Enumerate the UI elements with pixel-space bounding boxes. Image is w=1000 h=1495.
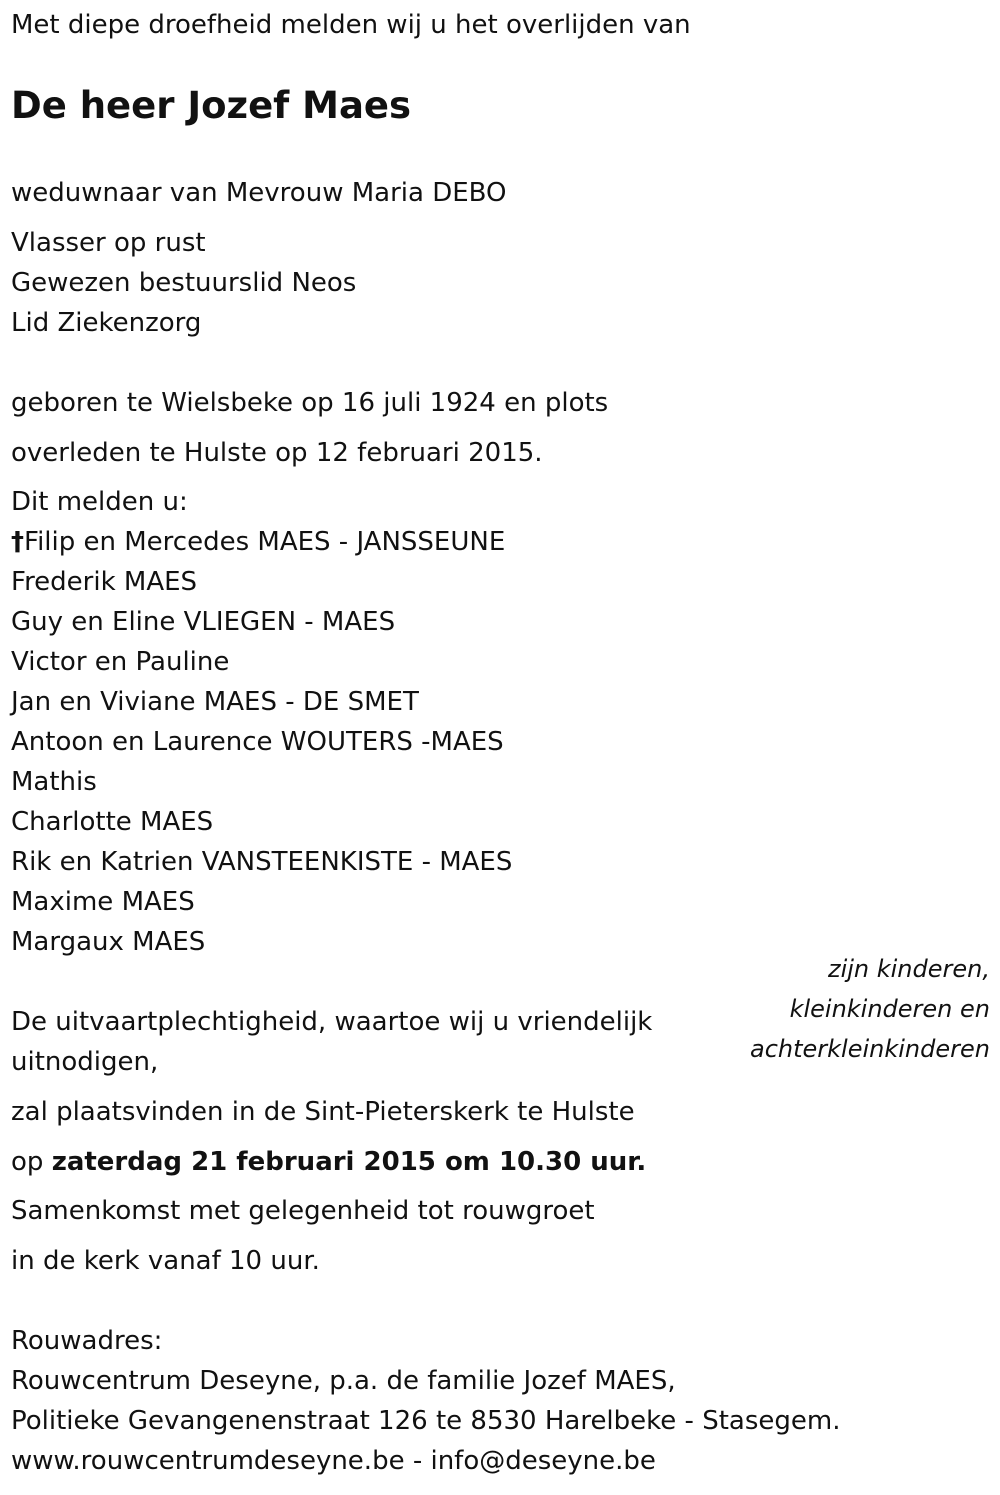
family-line: Mathis <box>11 767 97 797</box>
family-name: Filip en Mercedes MAES - JANSSEUNE <box>24 527 506 557</box>
address-label: Rouwadres: <box>11 1326 163 1356</box>
announce-text: Dit melden u: <box>11 487 188 517</box>
date-prefix: op <box>11 1147 52 1177</box>
deceased-name: De heer Jozef Maes <box>11 84 412 127</box>
died-text: overleden te Hulste op 12 februari 2015. <box>11 438 543 468</box>
relation-line: kleinkinderen en <box>789 995 990 1023</box>
relation-line: achterkleinkinderen <box>750 1035 990 1063</box>
title-line: Vlasser op rust <box>11 228 206 258</box>
family-line: Margaux MAES <box>11 927 206 957</box>
address-contact: www.rouwcentrumdeseyne.be - info@deseyne.be <box>11 1446 656 1476</box>
relations-caption <box>670 949 990 1069</box>
family-line: Frederik MAES <box>11 567 198 597</box>
family-line: Victor en Pauline <box>11 647 230 677</box>
family-line <box>11 526 505 558</box>
cross-icon: † <box>11 527 24 557</box>
family-line: Charlotte MAES <box>11 807 214 837</box>
relation-line: zijn kinderen, <box>827 955 990 983</box>
family-line: Antoon en Laurence WOUTERS -MAES <box>11 727 504 757</box>
gathering-line: in de kerk vanaf 10 uur. <box>11 1246 320 1276</box>
intro-text: Met diepe droefheid melden wij u het overlijden van <box>11 10 691 40</box>
title-line: Lid Ziekenzorg <box>11 308 202 338</box>
ceremony-date: zaterdag 21 februari 2015 om 10.30 uur. <box>51 1147 647 1177</box>
born-text: geboren te Wielsbeke op 16 juli 1924 en plots <box>11 388 609 418</box>
ceremony-date-line <box>11 1146 646 1178</box>
ceremony-place: zal plaatsvinden in de Sint-Pieterskerk te Hulste <box>11 1097 635 1127</box>
family-line: Guy en Eline VLIEGEN - MAES <box>11 607 396 637</box>
gathering-line: Samenkomst met gelegenheid tot rouwgroet <box>11 1196 595 1226</box>
title-line: Gewezen bestuurslid Neos <box>11 268 357 298</box>
family-line: Rik en Katrien VANSTEENKISTE - MAES <box>11 847 513 877</box>
family-line: Jan en Viviane MAES - DE SMET <box>11 687 419 717</box>
ceremony-line: De uitvaartplechtigheid, waartoe wij u vriendelijk <box>11 1007 653 1037</box>
address-line: Rouwcentrum Deseyne, p.a. de familie Jozef MAES, <box>11 1366 676 1396</box>
widower-text: weduwnaar van Mevrouw Maria DEBO <box>11 178 507 208</box>
address-line: Politieke Gevangenenstraat 126 te 8530 Harelbeke - Stasegem. <box>11 1406 841 1436</box>
ceremony-line: uitnodigen, <box>11 1047 159 1077</box>
family-line: Maxime MAES <box>11 887 195 917</box>
